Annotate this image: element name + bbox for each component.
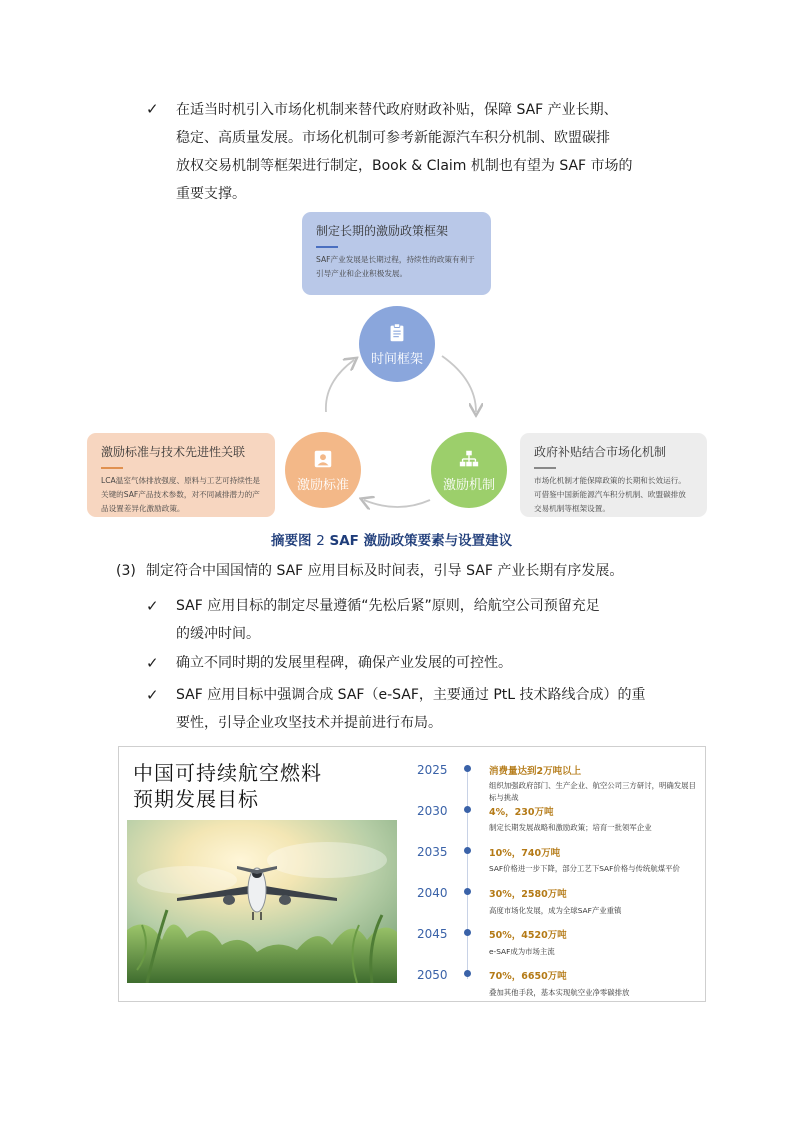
check-mark-icon: ✓	[146, 686, 159, 704]
timeline-year: 2025	[417, 763, 448, 777]
airplane-photo	[127, 820, 397, 983]
timeline-headline: 50%，4520万吨	[489, 930, 567, 941]
top-policy-box	[302, 212, 491, 295]
timeline-year: 2045	[417, 927, 448, 941]
timeline-dot	[464, 970, 471, 977]
timeline-description: 制定长期发展战略和激励政策；培育一批领军企业	[489, 823, 652, 832]
timeline-description: 叠加其他手段，基本实现航空业净零碳排放	[489, 988, 630, 997]
timeline-headline: 30%，2580万吨	[489, 889, 567, 900]
check-mark-icon: ✓	[146, 100, 159, 118]
panel-title-line1: 中国可持续航空燃料	[133, 761, 322, 785]
section-marker: (3)	[116, 563, 136, 579]
check-mark-icon: ✓	[146, 654, 159, 672]
bullet-line: SAF 应用目标中强调合成 SAF（e-SAF，主要通过 PtL 技术路线合成）的重	[176, 687, 646, 703]
timeline-headline: 10%，740万吨	[489, 848, 561, 859]
person-icon	[312, 448, 334, 470]
caption-prefix: 摘要图	[271, 533, 312, 549]
left-policy-box	[87, 433, 275, 517]
box-title: 激励标准与技术先进性关联	[101, 445, 246, 459]
arrow-bottom-arc	[364, 500, 430, 507]
hierarchy-icon	[458, 448, 480, 470]
bullet-line: 的缓冲时间。	[176, 626, 260, 642]
figure-caption	[271, 529, 512, 549]
box-divider	[316, 246, 338, 248]
circle-label: 激励标准	[296, 477, 349, 493]
timeline-year: 2035	[417, 845, 448, 859]
circle-label: 时间框架	[370, 351, 423, 367]
timeline-description: e-SAF成为市场主流	[489, 947, 555, 956]
caption-number: 2	[316, 533, 325, 549]
check-mark-icon: ✓	[146, 597, 159, 615]
sub-bullet	[176, 681, 646, 737]
box-divider	[101, 467, 123, 469]
timeline-description: 组织加强政府部门、生产企业、航空公司三方研讨，明确发展目标与挑战	[489, 781, 696, 802]
caption-text: SAF 激励政策要素与设置建议	[329, 533, 513, 549]
section-3-heading	[116, 557, 623, 585]
timeline-axis	[467, 765, 468, 979]
incentive-mechanism-circle	[431, 432, 507, 508]
intro-line: 稳定、高质量发展。市场化机制可参考新能源汽车积分机制、欧盟碳排	[176, 130, 610, 146]
box-description: 市场化机制才能保障政策的长期和长效运行。可借鉴中国新能源汽车积分机制、欧盟碳排放交易机制等框架设置。	[534, 475, 686, 513]
intro-line: 在适当时机引入市场化机制来替代政府财政补贴，保障 SAF 产业长期、	[176, 102, 618, 118]
incentive-standard-circle	[285, 432, 361, 508]
box-description: SAF产业发展是长期过程，持续性的政策有利于引导产业和企业积极发展。	[316, 254, 475, 278]
bullet-line: 确立不同时期的发展里程碑，确保产业发展的可控性。	[176, 655, 512, 671]
sub-bullet	[176, 592, 600, 648]
box-description: LCA温室气体排放强度、原料与工艺可持续性是关键的SAF产品技术参数，对不同减排潜力的产品设置差异化激励政策。	[101, 475, 261, 513]
bullet-line: SAF 应用目标的制定尽量遵循“先松后紧”原则，给航空公司预留充足	[176, 598, 600, 614]
timeline-dot	[464, 765, 471, 772]
right-policy-box	[520, 433, 707, 517]
timeline-dot	[464, 847, 471, 854]
bullet-line: 要性，引导企业攻坚技术并提前进行布局。	[176, 715, 442, 731]
saf-goals-panel	[118, 746, 706, 1002]
box-divider	[534, 467, 556, 469]
timeline-dot	[464, 888, 471, 895]
timeline-year: 2030	[417, 804, 448, 818]
timeline-headline: 70%，6650万吨	[489, 971, 567, 982]
sub-bullet	[176, 649, 512, 677]
box-title: 政府补贴结合市场化机制	[534, 445, 667, 459]
arrow-left-arc	[326, 360, 354, 412]
timeline-description: 高度市场化发展，成为全球SAF产业重镇	[489, 906, 622, 915]
timeline-headline: 消费量达到2万吨以上	[489, 766, 582, 777]
panel-title-line2: 预期发展目标	[133, 787, 259, 811]
intro-line: 重要支撑。	[176, 186, 246, 202]
arrow-right-arc	[442, 356, 476, 412]
circle-label: 激励机制	[442, 477, 495, 493]
box-title: 制定长期的激励政策框架	[316, 224, 449, 238]
timeline-headline: 4%，230万吨	[489, 807, 554, 818]
timeline-dot	[464, 929, 471, 936]
intro-line: 放权交易机制等框架进行制定，Book & Claim 机制也有望为 SAF 市场的	[176, 158, 633, 174]
intro-paragraph	[176, 96, 633, 208]
timeline-year: 2040	[417, 886, 448, 900]
timeline-description: SAF价格进一步下降，部分工艺下SAF价格与传统航煤平价	[489, 864, 680, 873]
clipboard-icon	[386, 322, 408, 344]
timeline-dot	[464, 806, 471, 813]
time-frame-circle	[359, 306, 435, 382]
timeline-year: 2050	[417, 968, 448, 982]
section-text: 制定符合中国国情的 SAF 应用目标及时间表，引导 SAF 产业长期有序发展。	[146, 563, 624, 579]
